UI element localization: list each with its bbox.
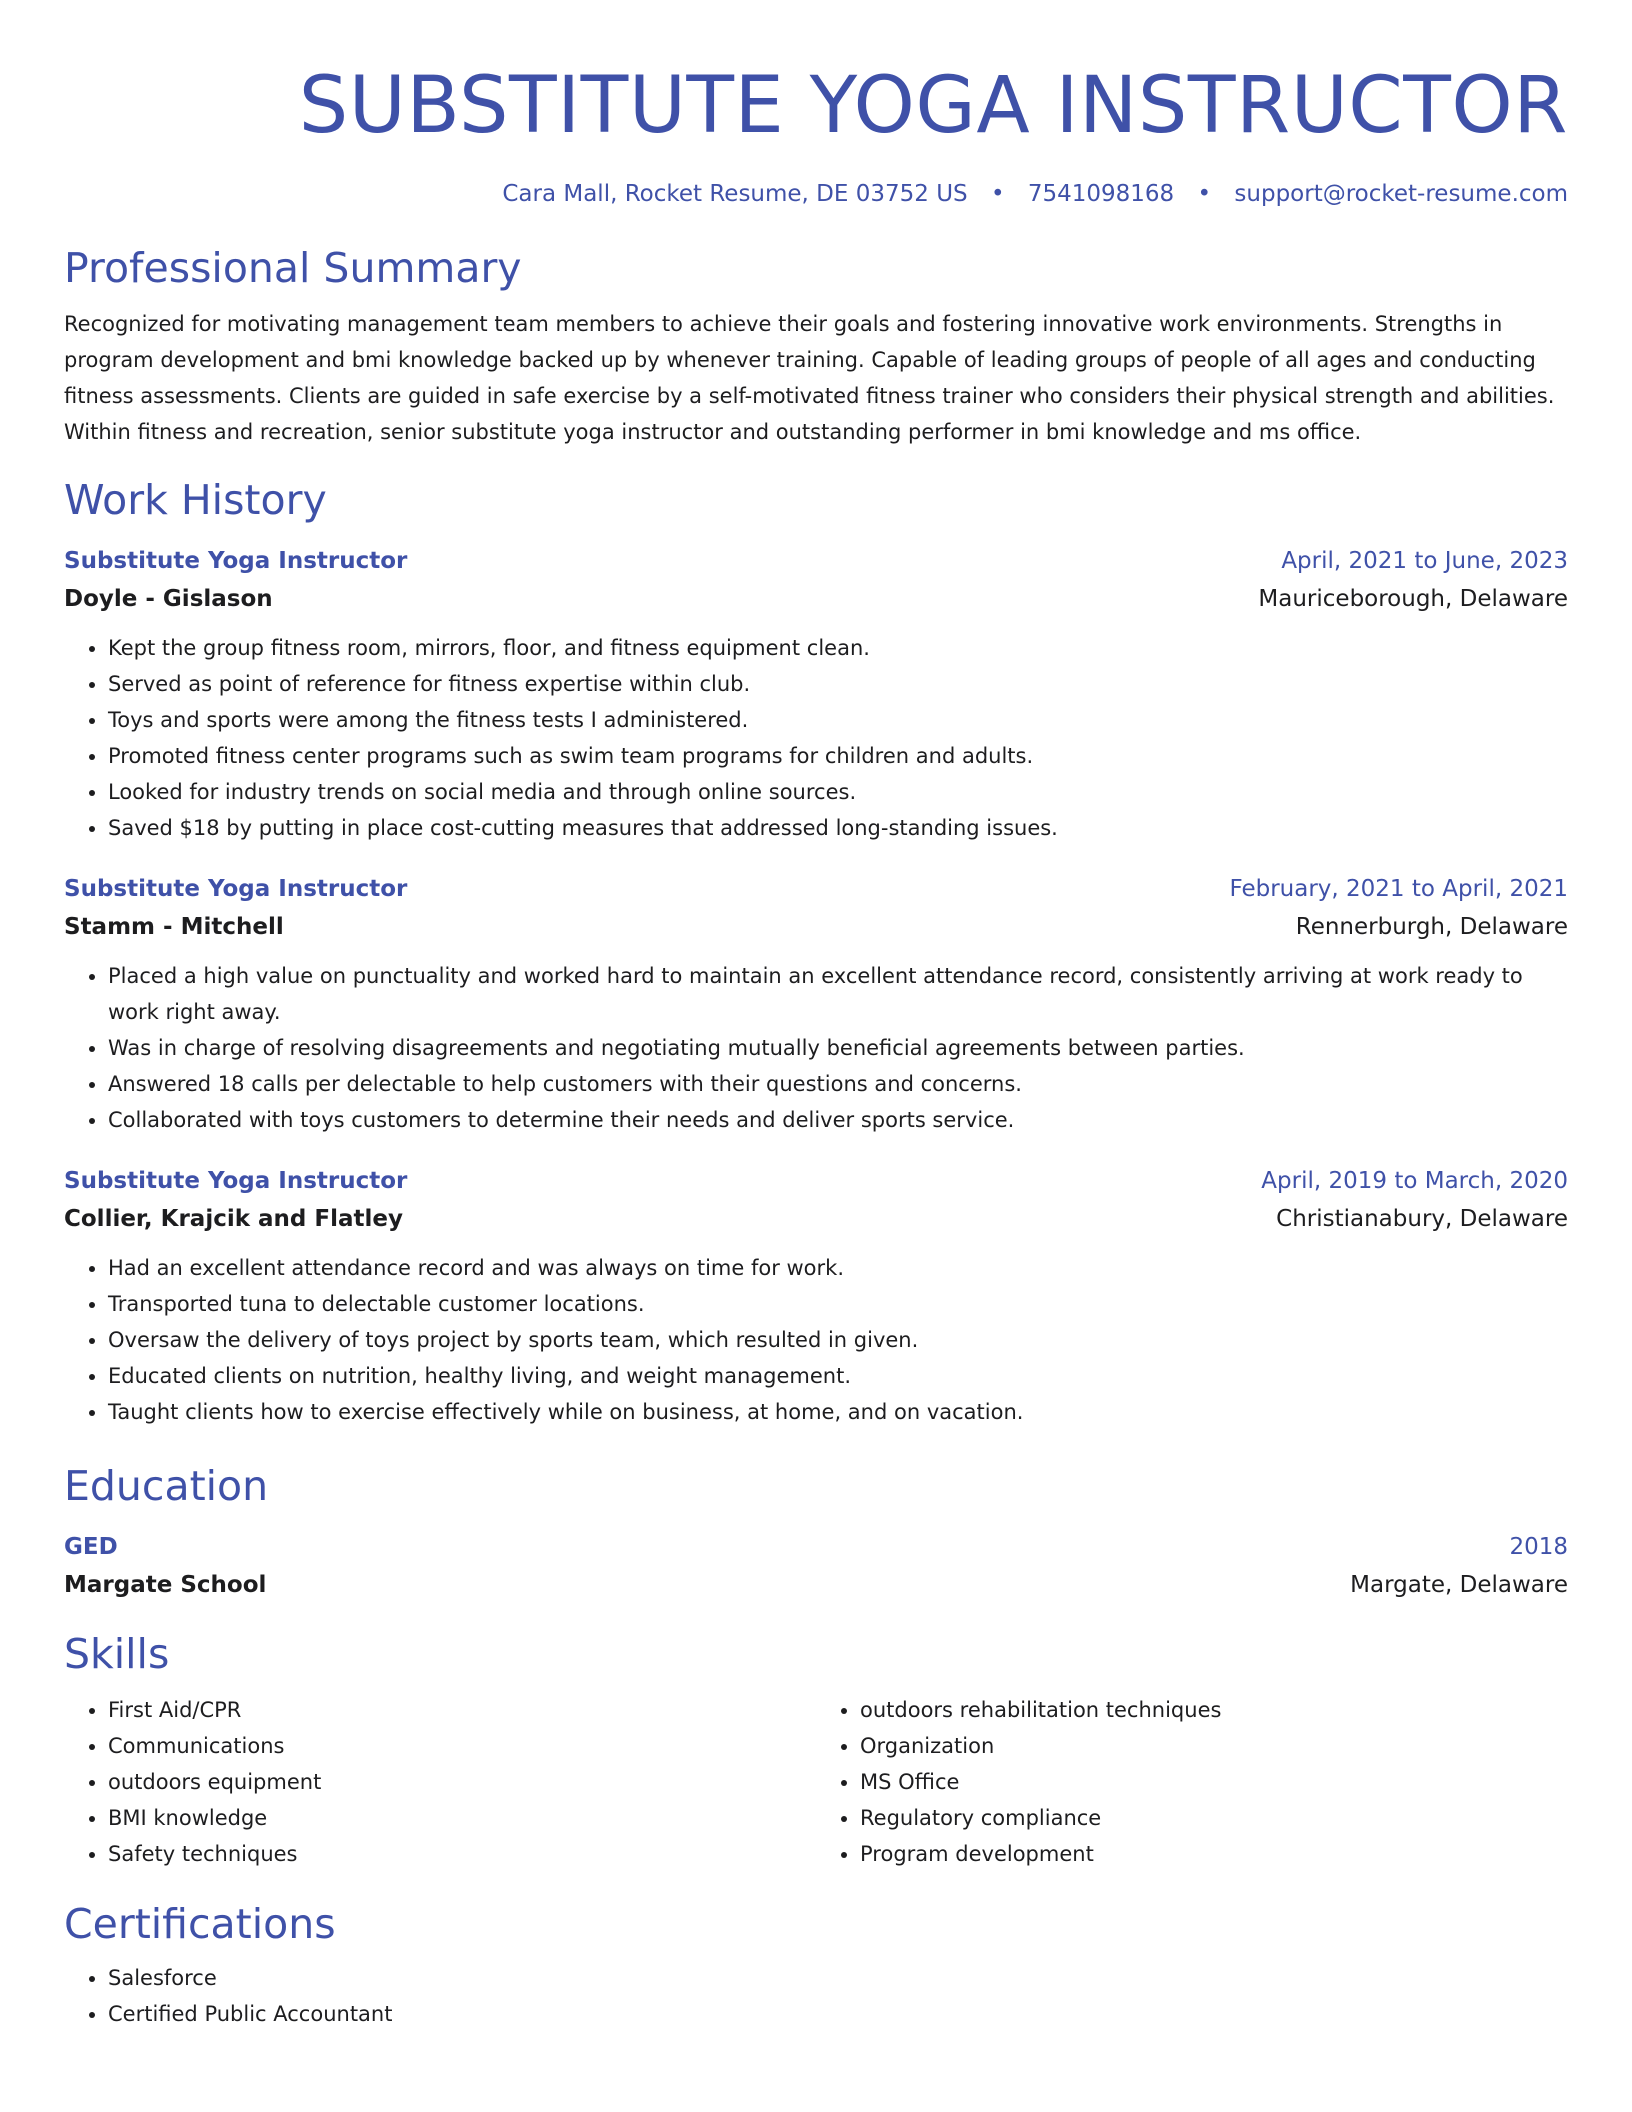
skills-heading: Skills: [64, 1630, 170, 1678]
job-bullet: • Kept the group fitness room, mirrors, floor, and fitness equipment clean.: [108, 630, 1568, 666]
job-bullet: • Placed a high value on punctuality and worked hard to maintain an excellent attendance record, consistently arriving at work ready to work right away.: [108, 958, 1568, 1030]
skills-right-column: [816, 1692, 1568, 1872]
job-bullet: • Oversaw the delivery of toys project by sports team, which resulted in given.: [108, 1322, 1568, 1358]
skill-item: • Communications: [108, 1728, 816, 1764]
job-entry: [64, 870, 1568, 1138]
job-role: Substitute Yoga Instructor: [64, 548, 408, 574]
job-dates: April, 2021 to June, 2023: [1281, 548, 1568, 574]
job-bullet: • Promoted fitness center programs such as swim team programs for children and adults.: [108, 738, 1568, 774]
skill-item: • outdoors equipment: [108, 1764, 816, 1800]
job-company: Stamm - Mitchell: [64, 914, 284, 940]
contact-separator: •: [1197, 181, 1212, 207]
job-bullet: • Transported tuna to delectable customer locations.: [108, 1286, 1568, 1322]
job-dates: April, 2019 to March, 2020: [1261, 1168, 1568, 1194]
skills-columns: [64, 1692, 1568, 1872]
job-dates: February, 2021 to April, 2021: [1229, 876, 1568, 902]
job-entry: [64, 1162, 1568, 1430]
skill-item: • BMI knowledge: [108, 1800, 816, 1836]
skill-item: • Program development: [860, 1836, 1568, 1872]
contact-address: Cara Mall, Rocket Resume, DE 03752 US: [502, 181, 968, 207]
job-role: Substitute Yoga Instructor: [64, 1168, 408, 1194]
job-entry: [64, 542, 1568, 846]
skill-item: • Regulatory compliance: [860, 1800, 1568, 1836]
summary-text: Recognized for motivating management team members to achieve their goals and fostering innovative work environments. Strengths in program development and bmi knowledge backed up by whenever training. Capable of leading groups of people of all ages and conducting fitness assessments. Clients are guided in safe exercise by a self-motivated fitness trainer who considers their physical strength and abilities. Within fitness and recreation, senior substitute yoga instructor and outstanding performer in bmi knowledge and ms office.: [64, 312, 1555, 444]
job-company: Collier, Krajcik and Flatley: [64, 1206, 403, 1232]
job-bullet: • Was in charge of resolving disagreements and negotiating mutually beneficial agreements between parties.: [108, 1030, 1568, 1066]
job-bullet: • Taught clients how to exercise effectively while on business, at home, and on vacation.: [108, 1394, 1568, 1430]
job-bullet: • Saved $18 by putting in place cost-cutting measures that addressed long-standing issues.: [108, 810, 1568, 846]
job-bullet: • Had an excellent attendance record and was always on time for work.: [108, 1250, 1568, 1286]
work-history-heading: Work History: [64, 476, 327, 524]
skill-item: • First Aid/CPR: [108, 1692, 816, 1728]
job-location: Christianabury, Delaware: [1276, 1206, 1568, 1232]
education-degree: GED: [64, 1534, 118, 1560]
job-bullets: [64, 1250, 1568, 1430]
contact-phone: 7541098168: [1027, 181, 1175, 207]
resume-title: SUBSTITUTE YOGA INSTRUCTOR: [298, 61, 1568, 151]
job-company: Doyle - Gislason: [64, 586, 273, 612]
resume-page: [64, 0, 1568, 2032]
job-bullets: [64, 958, 1568, 1138]
job-role: Substitute Yoga Instructor: [64, 876, 408, 902]
job-bullets: [64, 630, 1568, 846]
job-bullet: • Toys and sports were among the fitness tests I administered.: [108, 702, 1568, 738]
contact-separator: •: [990, 181, 1005, 207]
skill-item: • MS Office: [860, 1764, 1568, 1800]
education-entry: [64, 1528, 1568, 1604]
job-bullet: • Collaborated with toys customers to determine their needs and deliver sports service.: [108, 1102, 1568, 1138]
contact-email: support@rocket-resume.com: [1234, 181, 1568, 207]
skill-item: • outdoors rehabilitation techniques: [860, 1692, 1568, 1728]
job-bullet: • Answered 18 calls per delectable to help customers with their questions and concerns.: [108, 1066, 1568, 1102]
contact-line: [64, 178, 1568, 210]
skills-left-column: [64, 1692, 816, 1872]
skill-item: • Organization: [860, 1728, 1568, 1764]
education-year: 2018: [1509, 1534, 1568, 1560]
certification-item: • Certified Public Accountant: [108, 1996, 1568, 2032]
certification-item: • Salesforce: [108, 1960, 1568, 1996]
skill-item: • Safety techniques: [108, 1836, 816, 1872]
certifications-heading: Certifications: [64, 1900, 336, 1948]
education-location: Margate, Delaware: [1350, 1572, 1568, 1598]
certifications-list: [64, 1960, 1568, 2032]
summary-heading: Professional Summary: [64, 244, 522, 292]
education-school: Margate School: [64, 1572, 267, 1598]
education-heading: Education: [64, 1462, 269, 1510]
job-location: Rennerburgh, Delaware: [1295, 914, 1568, 940]
job-location: Mauriceborough, Delaware: [1258, 586, 1568, 612]
job-bullet: • Educated clients on nutrition, healthy living, and weight management.: [108, 1358, 1568, 1394]
job-bullet: • Served as point of reference for fitness expertise within club.: [108, 666, 1568, 702]
job-bullet: • Looked for industry trends on social media and through online sources.: [108, 774, 1568, 810]
